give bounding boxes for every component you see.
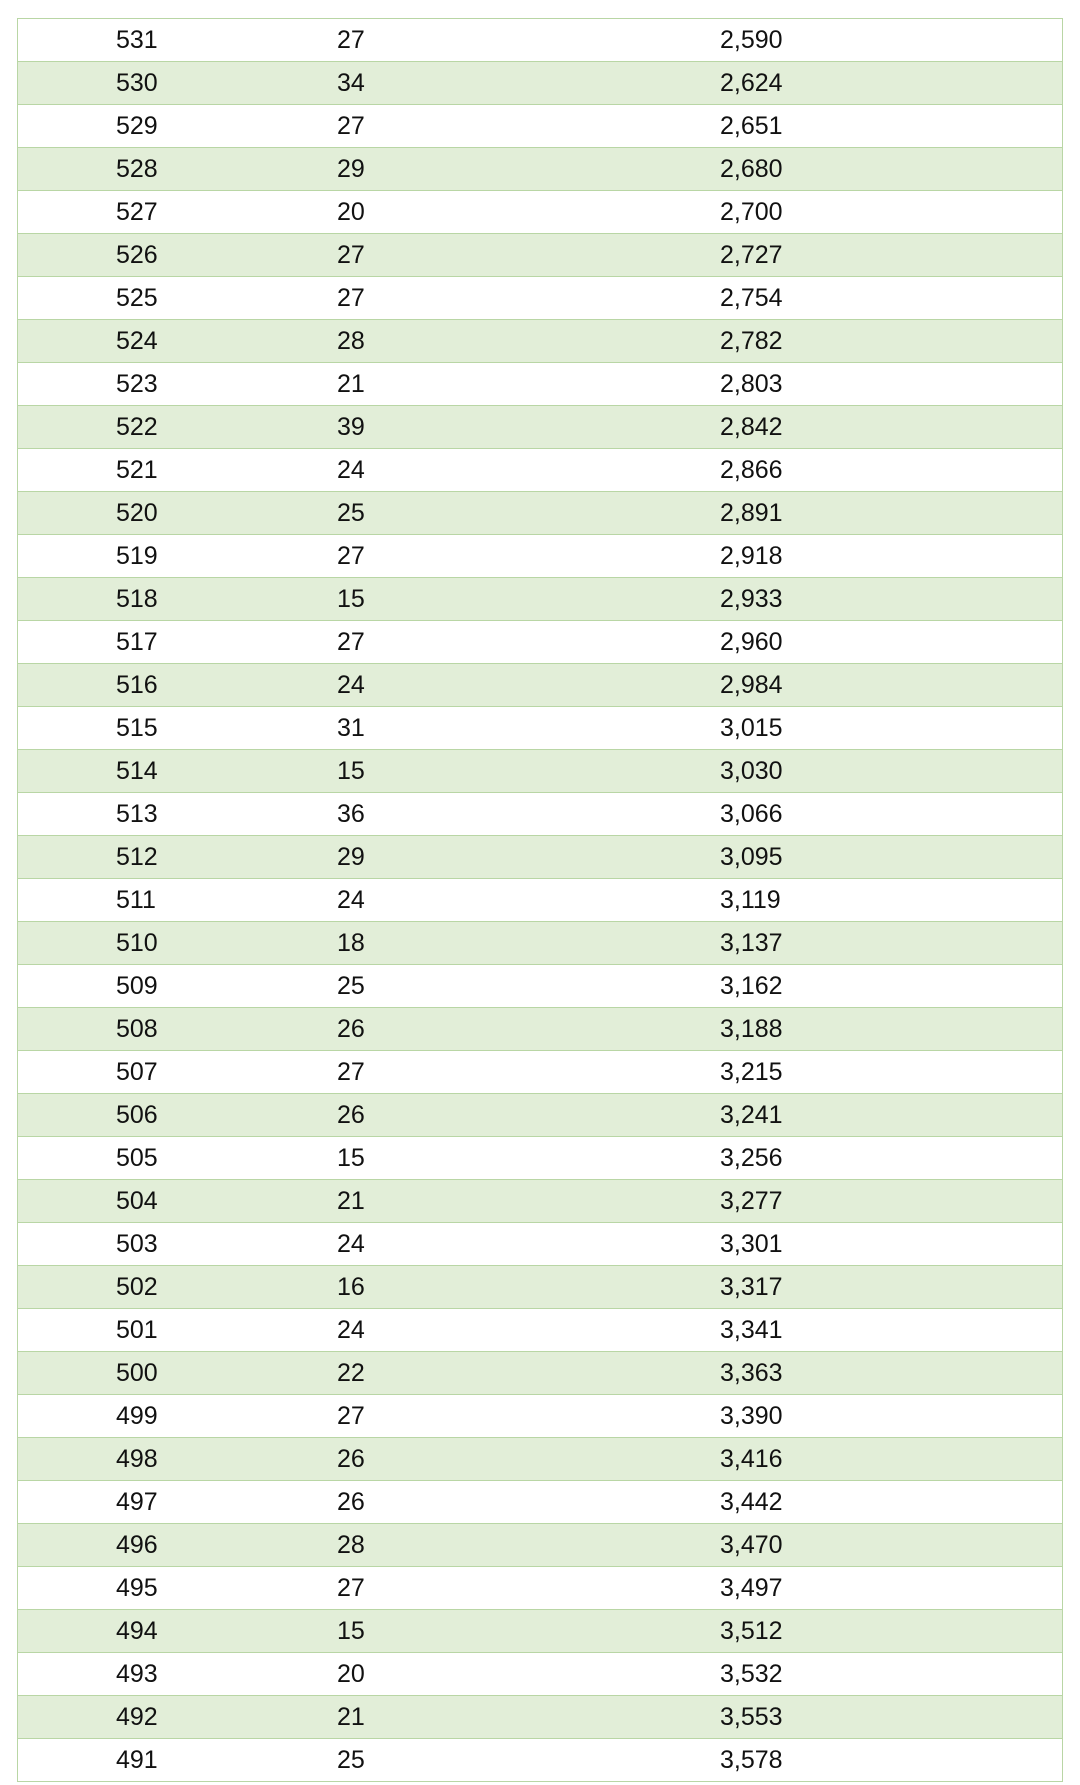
first-column-cell: 512 bbox=[18, 836, 337, 879]
second-column-cell: 16 bbox=[336, 1266, 712, 1309]
third-column-cell: 2,754 bbox=[712, 277, 1063, 320]
third-column-cell: 3,301 bbox=[712, 1223, 1063, 1266]
second-column-cell: 15 bbox=[336, 578, 712, 621]
table-row bbox=[18, 1438, 1063, 1481]
first-column-cell: 493 bbox=[18, 1653, 337, 1696]
third-column-cell: 3,553 bbox=[712, 1696, 1063, 1739]
third-column-cell: 3,497 bbox=[712, 1567, 1063, 1610]
second-column-cell: 22 bbox=[336, 1352, 712, 1395]
third-column-cell: 3,095 bbox=[712, 836, 1063, 879]
second-column-cell: 27 bbox=[336, 234, 712, 277]
third-column-cell: 3,578 bbox=[712, 1739, 1063, 1782]
first-column-cell: 513 bbox=[18, 793, 337, 836]
table-row bbox=[18, 1180, 1063, 1223]
second-column-cell: 36 bbox=[336, 793, 712, 836]
third-column-cell: 2,984 bbox=[712, 664, 1063, 707]
first-column-cell: 523 bbox=[18, 363, 337, 406]
second-column-cell: 15 bbox=[336, 750, 712, 793]
third-column-cell: 2,842 bbox=[712, 406, 1063, 449]
table-row bbox=[18, 836, 1063, 879]
third-column-cell: 3,188 bbox=[712, 1008, 1063, 1051]
third-column-cell: 3,137 bbox=[712, 922, 1063, 965]
third-column-cell: 3,277 bbox=[712, 1180, 1063, 1223]
first-column-cell: 504 bbox=[18, 1180, 337, 1223]
table-row bbox=[18, 578, 1063, 621]
table-row bbox=[18, 1739, 1063, 1782]
second-column-cell: 26 bbox=[336, 1094, 712, 1137]
third-column-cell: 3,241 bbox=[712, 1094, 1063, 1137]
second-column-cell: 21 bbox=[336, 1180, 712, 1223]
table-row bbox=[18, 535, 1063, 578]
first-column-cell: 520 bbox=[18, 492, 337, 535]
second-column-cell: 27 bbox=[336, 1051, 712, 1094]
third-column-cell: 3,066 bbox=[712, 793, 1063, 836]
second-column-cell: 21 bbox=[336, 363, 712, 406]
first-column-cell: 505 bbox=[18, 1137, 337, 1180]
table-row bbox=[18, 148, 1063, 191]
third-column-cell: 3,470 bbox=[712, 1524, 1063, 1567]
third-column-cell: 2,960 bbox=[712, 621, 1063, 664]
second-column-cell: 20 bbox=[336, 191, 712, 234]
second-column-cell: 27 bbox=[336, 105, 712, 148]
first-column-cell: 499 bbox=[18, 1395, 337, 1438]
second-column-cell: 28 bbox=[336, 1524, 712, 1567]
table-row bbox=[18, 1008, 1063, 1051]
table-row bbox=[18, 707, 1063, 750]
second-column-cell: 29 bbox=[336, 836, 712, 879]
first-column-cell: 522 bbox=[18, 406, 337, 449]
first-column-cell: 528 bbox=[18, 148, 337, 191]
second-column-cell: 26 bbox=[336, 1438, 712, 1481]
table-row bbox=[18, 363, 1063, 406]
first-column-cell: 524 bbox=[18, 320, 337, 363]
second-column-cell: 39 bbox=[336, 406, 712, 449]
first-column-cell: 516 bbox=[18, 664, 337, 707]
second-column-cell: 20 bbox=[336, 1653, 712, 1696]
table-row bbox=[18, 191, 1063, 234]
third-column-cell: 2,866 bbox=[712, 449, 1063, 492]
first-column-cell: 526 bbox=[18, 234, 337, 277]
first-column-cell: 495 bbox=[18, 1567, 337, 1610]
table-row bbox=[18, 62, 1063, 105]
table-row bbox=[18, 793, 1063, 836]
table-row bbox=[18, 1352, 1063, 1395]
first-column-cell: 498 bbox=[18, 1438, 337, 1481]
second-column-cell: 24 bbox=[336, 1309, 712, 1352]
table-row bbox=[18, 1696, 1063, 1739]
first-column-cell: 502 bbox=[18, 1266, 337, 1309]
third-column-cell: 2,727 bbox=[712, 234, 1063, 277]
first-column-cell: 515 bbox=[18, 707, 337, 750]
first-column-cell: 496 bbox=[18, 1524, 337, 1567]
third-column-cell: 2,803 bbox=[712, 363, 1063, 406]
table-row bbox=[18, 965, 1063, 1008]
table-row bbox=[18, 320, 1063, 363]
first-column-cell: 525 bbox=[18, 277, 337, 320]
third-column-cell: 3,390 bbox=[712, 1395, 1063, 1438]
table-row bbox=[18, 750, 1063, 793]
third-column-cell: 2,918 bbox=[712, 535, 1063, 578]
table-row bbox=[18, 879, 1063, 922]
third-column-cell: 3,416 bbox=[712, 1438, 1063, 1481]
second-column-cell: 24 bbox=[336, 449, 712, 492]
second-column-cell: 27 bbox=[336, 1395, 712, 1438]
third-column-cell: 3,532 bbox=[712, 1653, 1063, 1696]
second-column-cell: 18 bbox=[336, 922, 712, 965]
data-table bbox=[17, 18, 1063, 1782]
table-row bbox=[18, 1524, 1063, 1567]
second-column-cell: 15 bbox=[336, 1610, 712, 1653]
third-column-cell: 3,442 bbox=[712, 1481, 1063, 1524]
second-column-cell: 27 bbox=[336, 19, 712, 62]
table-row bbox=[18, 105, 1063, 148]
second-column-cell: 27 bbox=[336, 277, 712, 320]
table-row bbox=[18, 1266, 1063, 1309]
first-column-cell: 529 bbox=[18, 105, 337, 148]
table-row bbox=[18, 1051, 1063, 1094]
table-row bbox=[18, 664, 1063, 707]
first-column-cell: 527 bbox=[18, 191, 337, 234]
second-column-cell: 27 bbox=[336, 1567, 712, 1610]
third-column-cell: 3,215 bbox=[712, 1051, 1063, 1094]
third-column-cell: 3,030 bbox=[712, 750, 1063, 793]
third-column-cell: 3,162 bbox=[712, 965, 1063, 1008]
third-column-cell: 2,624 bbox=[712, 62, 1063, 105]
third-column-cell: 3,341 bbox=[712, 1309, 1063, 1352]
first-column-cell: 497 bbox=[18, 1481, 337, 1524]
table-row bbox=[18, 492, 1063, 535]
table-row bbox=[18, 234, 1063, 277]
first-column-cell: 514 bbox=[18, 750, 337, 793]
second-column-cell: 28 bbox=[336, 320, 712, 363]
third-column-cell: 2,680 bbox=[712, 148, 1063, 191]
first-column-cell: 491 bbox=[18, 1739, 337, 1782]
first-column-cell: 530 bbox=[18, 62, 337, 105]
first-column-cell: 506 bbox=[18, 1094, 337, 1137]
first-column-cell: 511 bbox=[18, 879, 337, 922]
first-column-cell: 507 bbox=[18, 1051, 337, 1094]
second-column-cell: 27 bbox=[336, 621, 712, 664]
table-row bbox=[18, 277, 1063, 320]
table-row bbox=[18, 1137, 1063, 1180]
third-column-cell: 2,651 bbox=[712, 105, 1063, 148]
second-column-cell: 27 bbox=[336, 535, 712, 578]
first-column-cell: 494 bbox=[18, 1610, 337, 1653]
second-column-cell: 26 bbox=[336, 1008, 712, 1051]
first-column-cell: 521 bbox=[18, 449, 337, 492]
first-column-cell: 519 bbox=[18, 535, 337, 578]
second-column-cell: 29 bbox=[336, 148, 712, 191]
second-column-cell: 25 bbox=[336, 492, 712, 535]
second-column-cell: 26 bbox=[336, 1481, 712, 1524]
first-column-cell: 492 bbox=[18, 1696, 337, 1739]
table-row bbox=[18, 1094, 1063, 1137]
third-column-cell: 2,891 bbox=[712, 492, 1063, 535]
table-row bbox=[18, 406, 1063, 449]
first-column-cell: 503 bbox=[18, 1223, 337, 1266]
third-column-cell: 3,317 bbox=[712, 1266, 1063, 1309]
table-row bbox=[18, 621, 1063, 664]
data-table-container bbox=[17, 18, 1063, 1782]
table-row bbox=[18, 1481, 1063, 1524]
table-row bbox=[18, 1309, 1063, 1352]
third-column-cell: 3,256 bbox=[712, 1137, 1063, 1180]
third-column-cell: 3,363 bbox=[712, 1352, 1063, 1395]
first-column-cell: 509 bbox=[18, 965, 337, 1008]
table-row bbox=[18, 1395, 1063, 1438]
third-column-cell: 3,119 bbox=[712, 879, 1063, 922]
third-column-cell: 3,015 bbox=[712, 707, 1063, 750]
first-column-cell: 510 bbox=[18, 922, 337, 965]
first-column-cell: 508 bbox=[18, 1008, 337, 1051]
table-row bbox=[18, 19, 1063, 62]
table-row bbox=[18, 449, 1063, 492]
table-row bbox=[18, 1567, 1063, 1610]
second-column-cell: 34 bbox=[336, 62, 712, 105]
first-column-cell: 517 bbox=[18, 621, 337, 664]
second-column-cell: 25 bbox=[336, 1739, 712, 1782]
second-column-cell: 15 bbox=[336, 1137, 712, 1180]
second-column-cell: 21 bbox=[336, 1696, 712, 1739]
first-column-cell: 518 bbox=[18, 578, 337, 621]
second-column-cell: 24 bbox=[336, 879, 712, 922]
first-column-cell: 501 bbox=[18, 1309, 337, 1352]
third-column-cell: 2,933 bbox=[712, 578, 1063, 621]
third-column-cell: 2,700 bbox=[712, 191, 1063, 234]
second-column-cell: 31 bbox=[336, 707, 712, 750]
third-column-cell: 2,782 bbox=[712, 320, 1063, 363]
second-column-cell: 24 bbox=[336, 664, 712, 707]
table-row bbox=[18, 1223, 1063, 1266]
first-column-cell: 500 bbox=[18, 1352, 337, 1395]
table-row bbox=[18, 1610, 1063, 1653]
table-row bbox=[18, 1653, 1063, 1696]
first-column-cell: 531 bbox=[18, 19, 337, 62]
table-row bbox=[18, 922, 1063, 965]
second-column-cell: 25 bbox=[336, 965, 712, 1008]
third-column-cell: 3,512 bbox=[712, 1610, 1063, 1653]
third-column-cell: 2,590 bbox=[712, 19, 1063, 62]
second-column-cell: 24 bbox=[336, 1223, 712, 1266]
table-body bbox=[18, 19, 1063, 1782]
